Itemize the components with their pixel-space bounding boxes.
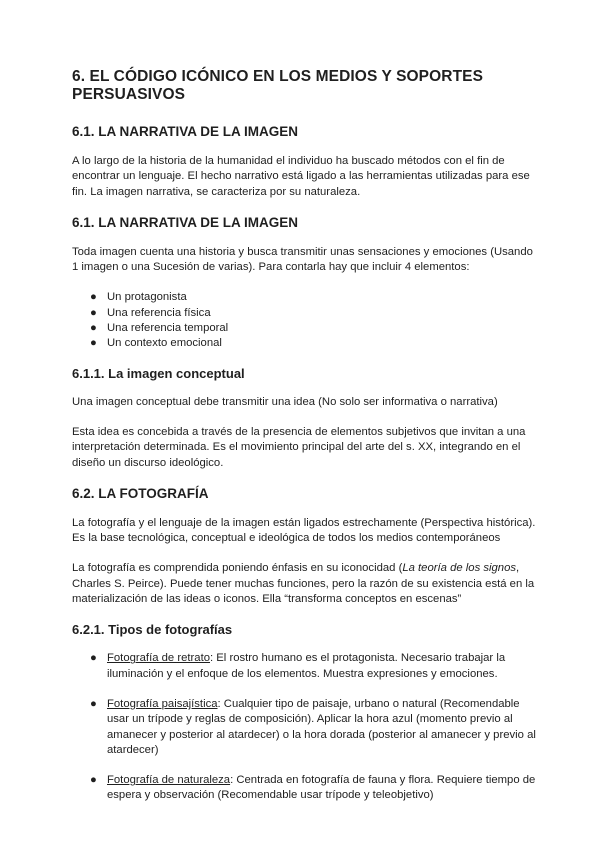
list-item: ● Una referencia temporal bbox=[90, 321, 540, 336]
paragraph-conceptual-2: Esta idea es concebida a través de la presencia de elementos subjetivos que invitan a una interpretación determinada. Es el movimiento principal del arte del s. XX, integrando en el diseño un discurso ideológico. bbox=[72, 425, 526, 469]
bullet-icon: ● bbox=[90, 337, 97, 350]
citation-italic: La teoría de los signos bbox=[402, 562, 517, 575]
bullet-icon: ● bbox=[90, 291, 97, 304]
subsection-heading-conceptual: 6.1.1. La imagen conceptual bbox=[72, 365, 245, 381]
paragraph-conceptual-1: Una imagen conceptual debe transmitir una idea (No solo ser informativa o narrativa) bbox=[72, 395, 498, 408]
paragraph-fotografia-2: La fotografía es comprendida poniendo énfasis en su iconocidad (La teoría de los signos, Charles S. Peirce). Puede tener muchas funciones, pero la razón de su existencia está en la materialización de las ideas o iconos. Ella “transforma conceptos en escenas” bbox=[72, 562, 535, 606]
bullet-icon: ● bbox=[90, 322, 97, 335]
bullet-icon: ● bbox=[90, 697, 97, 710]
bullet-icon: ● bbox=[90, 652, 97, 665]
list-item: ● Un protagonista bbox=[90, 290, 540, 305]
photo-types-list bbox=[72, 651, 540, 803]
bullet-icon: ● bbox=[90, 306, 97, 319]
term-retrato: Fotografía de retrato bbox=[107, 652, 210, 665]
term-naturaleza: Fotografía de naturaleza bbox=[107, 774, 231, 787]
elements-list bbox=[72, 290, 540, 351]
section-heading-narrativa-2: 6.1. LA NARRATIVA DE LA IMAGEN bbox=[72, 214, 299, 230]
subsection-heading-tipos: 6.2.1. Tipos de fotografías bbox=[72, 622, 233, 638]
section-heading-fotografia: 6.2. LA FOTOGRAFÍA bbox=[72, 485, 209, 501]
bullet-icon: ● bbox=[90, 774, 97, 787]
list-item: ● Fotografía paisajística: Cualquier tipo de paisaje, urbano o natural (Recomendable usar un trípode y reglas de composición). Aplicar la hora azul (momento previo al amanecer y posterior al atardecer) o la hora dorada (posterior al amanecer y previo al atardecer) bbox=[90, 697, 536, 756]
list-item: ● Fotografía de naturaleza: Centrada en fotografía de fauna y flora. Requiere tiempo de espera y observación (Recomendable usar trípode y teleobjetivo) bbox=[90, 774, 536, 802]
paragraph-narrativa-intro: A lo largo de la historia de la humanidad el individuo ha buscado métodos con el fin de encontrar un lenguaje. El hecho narrativo está ligado a las herramientas utilizadas para ese fin. La imagen narrativa, se caracteriza por su naturaleza. bbox=[72, 155, 530, 198]
paragraph-fotografia-1: La fotografía y el lenguaje de la imagen están ligados estrechamente (Perspectiva histórica). Es la base tecnológica, conceptual e ideológica de todos los medios contemporáneos bbox=[72, 516, 536, 545]
list-item: ● Fotografía de retrato: El rostro humano es el protagonista. Necesario trabajar la iluminación y el enfoque de los elementos. Muestra expresiones y emociones. bbox=[90, 652, 506, 680]
section-heading-narrativa: 6.1. LA NARRATIVA DE LA IMAGEN bbox=[72, 124, 299, 139]
list-item: ● Una referencia física bbox=[90, 306, 540, 321]
list-item: ● Un contexto emocional bbox=[90, 336, 540, 351]
document-title: 6. EL CÓDIGO ICÓNICO EN LOS MEDIOS Y SOPORTES PERSUASIVOS bbox=[72, 68, 484, 103]
term-paisajistica: Fotografía paisajística bbox=[107, 697, 218, 710]
paragraph-narrativa-elementos: Toda imagen cuenta una historia y busca transmitir unas sensaciones y emociones (Usando 1 imagen o una Sucesión de varias). Para contarla hay que incluir 4 elementos: bbox=[72, 245, 533, 274]
